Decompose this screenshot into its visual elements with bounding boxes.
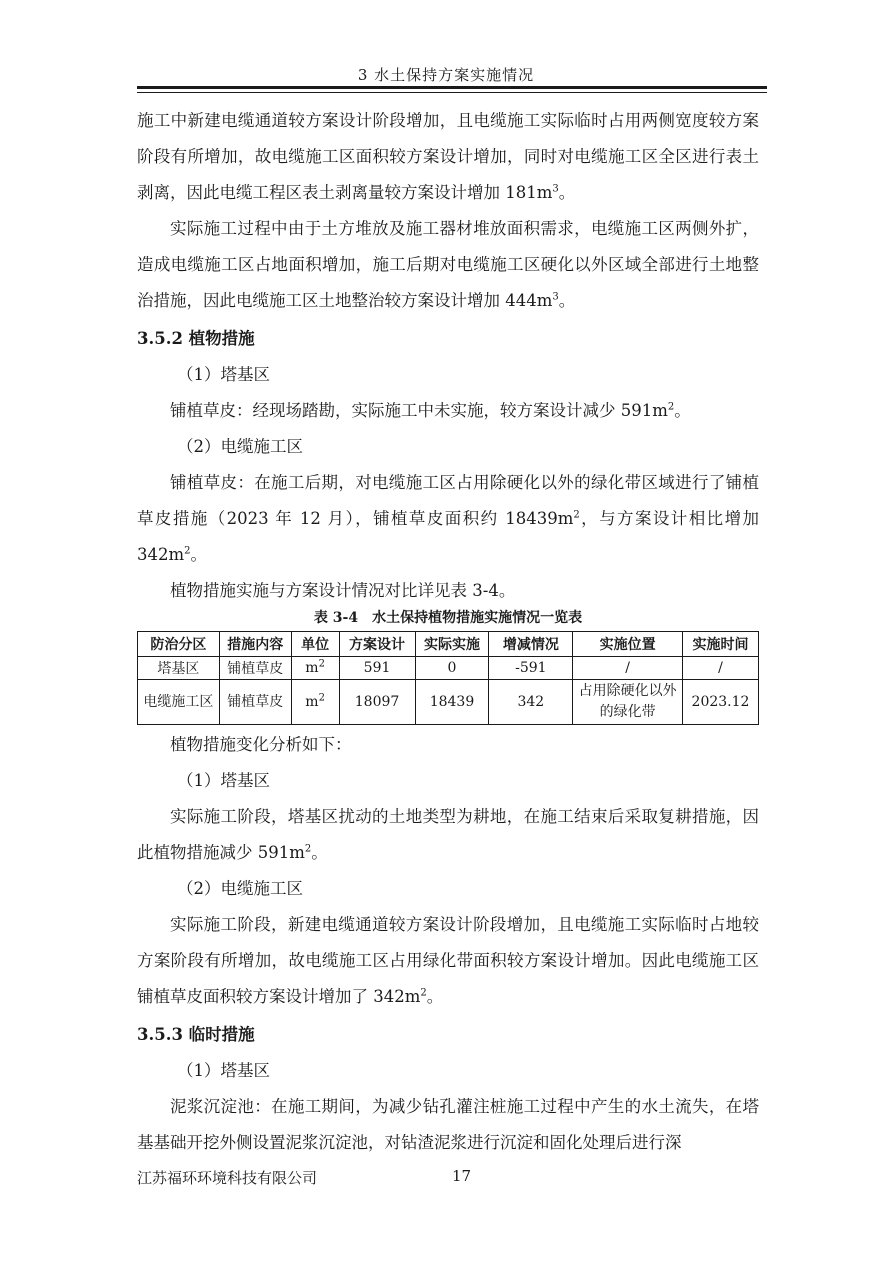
table-header-cell: 实施时间 <box>683 632 759 657</box>
table-header-cell: 措施内容 <box>219 632 291 657</box>
paragraph: 铺植草皮：经现场踏勘，实际施工中未实施，较方案设计减少 $591m^2$。 <box>170 401 691 420</box>
sub-item: （1）塔基区 <box>177 1061 270 1080</box>
section-heading: 3.5.3 临时措施 <box>137 1025 255 1044</box>
paragraph: 实际施工过程中由于土方堆放及施工器材堆放面积需求，电缆施工区两侧外扩，造成电缆施工区占地面积增加，施工后期对电缆施工区硬化以外区域全部进行土地整治措施，因此电缆施工区土地整治较方案设计增加 $444m^3$。 <box>137 219 759 310</box>
table-header-cell: 单位 <box>291 632 339 657</box>
table-cell: -591 <box>489 657 573 680</box>
table-header-cell: 防治分区 <box>138 632 220 657</box>
table-cell: 铺植草皮 <box>219 657 291 680</box>
table-cell: 塔基区 <box>138 657 220 680</box>
table-cell: / <box>683 657 759 680</box>
table-header-cell: 实施位置 <box>573 632 683 657</box>
table-cell: 占用除硬化以外的绿化带 <box>573 680 683 725</box>
paragraph: 植物措施实施与方案设计情况对比详见表 3-4。 <box>170 581 516 600</box>
table-cell: 342 <box>489 680 573 725</box>
table-header-cell: 方案设计 <box>339 632 415 657</box>
table-header-cell: 实际实施 <box>415 632 489 657</box>
header-rule-thick <box>137 86 767 89</box>
paragraph: 铺植草皮：在施工后期，对电缆施工区占用除硬化以外的绿化带区域进行了铺植草皮措施（2023 年 12 月），铺植草皮面积约 $18439m^2$，与方案设计相比增加 $342m^2$。 <box>137 473 760 564</box>
sub-item: （2）电缆施工区 <box>177 437 303 456</box>
page-body <box>137 103 759 1161</box>
table-cell: 2023.12 <box>683 680 759 725</box>
table-row <box>138 657 759 680</box>
table-cell: 591 <box>339 657 415 680</box>
sub-item: （2）电缆施工区 <box>177 879 303 898</box>
table-header-cell: 增减情况 <box>489 632 573 657</box>
table-cell: 0 <box>415 657 489 680</box>
page-header-title: 3 水土保持方案实施情况 <box>357 66 535 84</box>
footer-company: 江苏福环环境科技有限公司 <box>137 1169 318 1187</box>
table-cell: 铺植草皮 <box>219 680 291 725</box>
paragraph: 植物措施变化分析如下： <box>170 735 352 754</box>
header-rule-thin <box>137 92 767 93</box>
measures-table <box>137 631 759 725</box>
sub-item: （1）塔基区 <box>177 771 270 790</box>
section-heading: 3.5.2 植物措施 <box>137 329 255 348</box>
table-cell: 电缆施工区 <box>138 680 220 725</box>
table-header-row <box>138 632 759 657</box>
paragraph: 实际施工阶段，塔基区扰动的土地类型为耕地，在施工结束后采取复耕措施，因此植物措施减少 $591m^2$。 <box>137 807 759 862</box>
table-cell: $m^2$ <box>291 680 339 725</box>
table-cell: $m^2$ <box>291 657 339 680</box>
table-cell: 18097 <box>339 680 415 725</box>
paragraph: 施工中新建电缆通道较方案设计阶段增加，且电缆施工实际临时占用两侧宽度较方案阶段有所增加，故电缆施工区面积较方案设计增加，同时对电缆施工区全区进行表土剥离，因此电缆工程区表土剥离量较方案设计增加 $181m^3$。 <box>137 111 759 202</box>
page-number: 17 <box>452 1167 472 1185</box>
table-cell: 18439 <box>415 680 489 725</box>
table-row <box>138 680 759 725</box>
table-cell: / <box>573 657 683 680</box>
paragraph: 实际施工阶段，新建电缆通道较方案设计阶段增加，且电缆施工实际临时占地较方案阶段有所增加，故电缆施工区占用绿化带面积较方案设计增加。因此电缆施工区铺植草皮面积较方案设计增加了 $342m^2$。 <box>137 915 759 1006</box>
table-caption: 表 3-4 水土保持植物措施实施情况一览表 <box>313 610 583 626</box>
sub-item: （1）塔基区 <box>177 365 270 384</box>
paragraph: 泥浆沉淀池：在施工期间，为减少钻孔灌注桩施工过程中产生的水土流失，在塔基基础开挖外侧设置泥浆沉淀池，对钻渣泥浆进行沉淀和固化处理后进行深 <box>137 1097 759 1152</box>
